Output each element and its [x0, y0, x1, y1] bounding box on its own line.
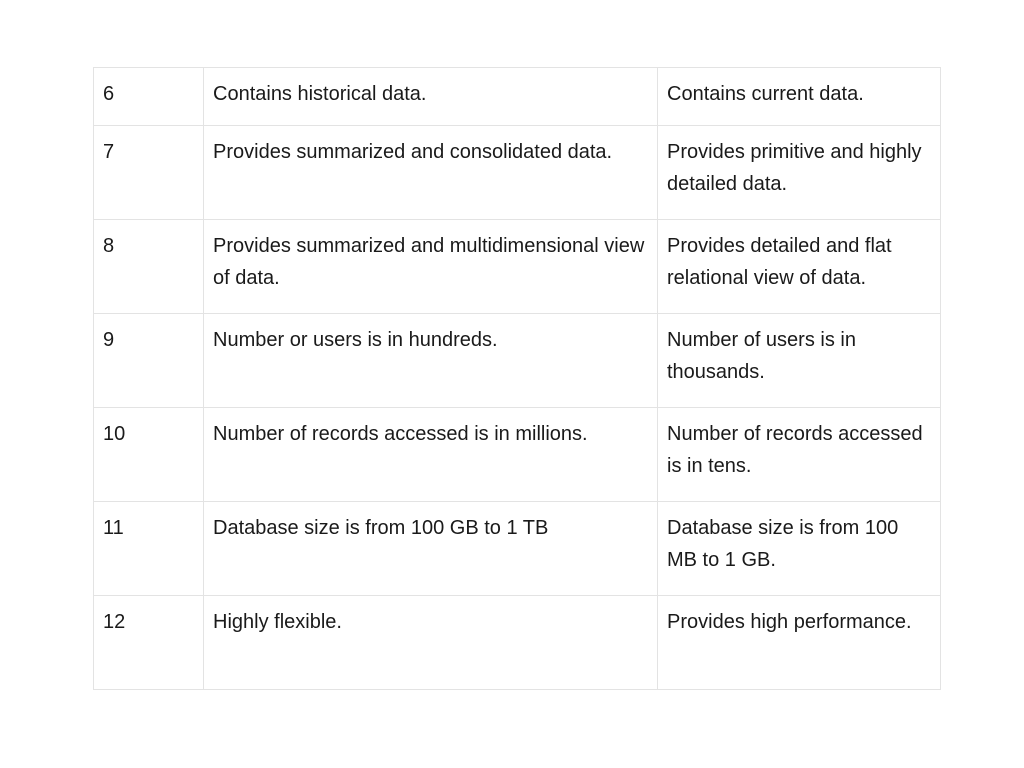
row-number-cell: 10 [94, 408, 204, 502]
comparison-table-container [93, 67, 940, 690]
oltp-cell: Database size is from 100 MB to 1 GB. [658, 502, 941, 596]
oltp-cell: Provides high performance. [658, 596, 941, 690]
olap-cell: Number or users is in hundreds. [204, 314, 658, 408]
table-row [94, 502, 941, 596]
olap-cell: Number of records accessed is in millions. [204, 408, 658, 502]
row-number-cell: 8 [94, 220, 204, 314]
row-number-cell: 12 [94, 596, 204, 690]
table-row [94, 314, 941, 408]
oltp-cell: Provides primitive and highly detailed data. [658, 126, 941, 220]
row-number-cell: 11 [94, 502, 204, 596]
olap-cell: Database size is from 100 GB to 1 TB [204, 502, 658, 596]
row-number-cell: 7 [94, 126, 204, 220]
comparison-table [93, 67, 941, 690]
row-number-cell: 9 [94, 314, 204, 408]
olap-cell: Highly flexible. [204, 596, 658, 690]
olap-cell: Provides summarized and multidimensional view of data. [204, 220, 658, 314]
olap-cell: Contains historical data. [204, 68, 658, 126]
oltp-cell: Number of records accessed is in tens. [658, 408, 941, 502]
table-row [94, 220, 941, 314]
table-row [94, 408, 941, 502]
oltp-cell: Contains current data. [658, 68, 941, 126]
oltp-cell: Number of users is in thousands. [658, 314, 941, 408]
table-row [94, 126, 941, 220]
table-row [94, 596, 941, 690]
olap-cell: Provides summarized and consolidated data. [204, 126, 658, 220]
row-number-cell: 6 [94, 68, 204, 126]
table-row [94, 68, 941, 126]
oltp-cell: Provides detailed and flat relational view of data. [658, 220, 941, 314]
